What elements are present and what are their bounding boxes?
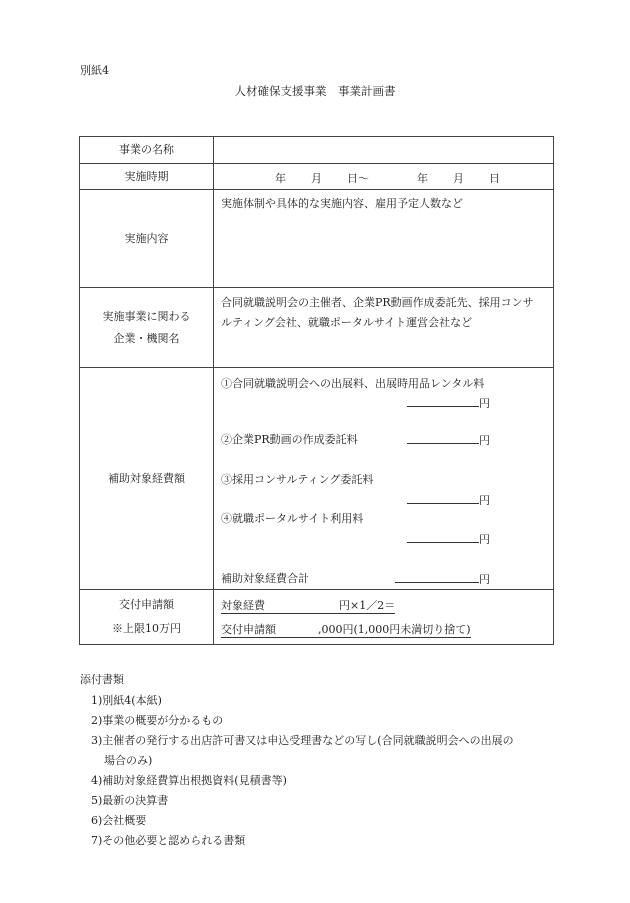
period-day-1: 日～ — [347, 172, 369, 185]
expense-item-2-unit: 円 — [479, 434, 490, 447]
period-year-2: 年 — [417, 172, 428, 185]
field-business-name[interactable] — [214, 137, 554, 164]
document-title: 人材確保支援事業 事業計画書 — [234, 84, 396, 98]
label-companies — [80, 288, 214, 368]
field-grant — [214, 590, 554, 645]
label-expenses: 補助対象経費額 — [80, 368, 214, 590]
field-companies[interactable] — [214, 288, 554, 368]
expense-item-4: ④就職ポータルサイト利用料 — [221, 512, 364, 525]
expense-item-1-amount[interactable] — [407, 394, 490, 411]
table-row-period — [80, 164, 554, 190]
table-row-expenses — [80, 368, 554, 590]
label-grant — [80, 590, 214, 645]
attachment-item: 4)補助対象経費算出根拠資料(見積書等) — [91, 774, 287, 787]
grant-line-2-suffix: ,000円(1,000円未満切り捨て) — [318, 623, 471, 636]
expense-total-amount[interactable] — [395, 570, 490, 587]
companies-hint-line1: 合同就職説明会の主催者、企業PR動画作成委託先、採用コンサ — [221, 296, 534, 309]
attachment-item: 3)主催者の発行する出店許可書又は申込受理書などの写し(合同就職説明会への出展の — [91, 734, 514, 747]
content-hint: 実施体制や具体的な実施内容、雇用予定人数など — [221, 197, 463, 210]
attachment-item: 7)その他必要と認められる書類 — [91, 834, 246, 847]
attachment-item: 5)最新の決算書 — [91, 794, 169, 807]
grant-line-1-suffix: 円×1／2＝ — [339, 599, 396, 612]
expense-item-4-unit: 円 — [479, 533, 490, 546]
field-period[interactable] — [214, 164, 554, 190]
expense-item-1-unit: 円 — [479, 397, 490, 410]
period-month-2: 月 — [453, 172, 464, 185]
label-grant-line2: ※上限10万円 — [112, 622, 181, 635]
expense-item-2: ②企業PR動画の作成委託料 — [221, 433, 358, 446]
table-row-companies — [80, 288, 554, 368]
companies-hint-line2: ルティング会社、就職ポータルサイト運営会社など — [221, 316, 473, 329]
attachment-item-continuation: 場合のみ) — [104, 754, 153, 767]
period-day-2: 日 — [489, 172, 500, 185]
expense-total-unit: 円 — [479, 573, 490, 586]
business-plan-table — [79, 136, 554, 645]
grant-line-1-prefix: 対象経費 — [221, 599, 265, 612]
label-companies-line1: 実施事業に関わる — [102, 309, 191, 323]
label-content: 実施内容 — [80, 190, 214, 288]
attachment-item: 1)別紙4(本紙) — [91, 694, 162, 707]
label-business-name: 事業の名称 — [80, 137, 214, 164]
expense-item-3: ③採用コンサルティング委託料 — [221, 473, 374, 486]
field-content[interactable] — [214, 190, 554, 288]
field-expenses — [214, 368, 554, 590]
table-row-content — [80, 190, 554, 288]
attachment-item: 6)会社概要 — [91, 814, 147, 827]
attachments-title: 添付書類 — [80, 673, 124, 686]
label-grant-line1: 交付申請額 — [119, 598, 174, 611]
grant-line-2[interactable] — [221, 621, 471, 638]
attachment-item: 2)事業の概要が分かるもの — [91, 714, 224, 727]
expense-item-3-unit: 円 — [479, 494, 490, 507]
label-period: 実施時期 — [80, 164, 214, 190]
label-companies-line2: 企業・機関名 — [113, 331, 180, 345]
grant-line-2-prefix: 交付申請額 — [221, 623, 276, 636]
period-year-1: 年 — [275, 172, 286, 185]
document-label: 別紙4 — [80, 64, 109, 77]
grant-line-1[interactable] — [221, 597, 395, 614]
expense-item-2-amount[interactable] — [407, 431, 490, 448]
period-month-1: 月 — [311, 172, 322, 185]
expense-item-4-amount[interactable] — [407, 530, 490, 547]
table-row-name — [80, 137, 554, 164]
expense-total-label: 補助対象経費合計 — [221, 572, 309, 585]
table-row-grant — [80, 590, 554, 645]
expense-item-1: ①合同就職説明会への出展料、出展時用品レンタル料 — [221, 377, 485, 390]
expense-item-3-amount[interactable] — [407, 491, 490, 508]
